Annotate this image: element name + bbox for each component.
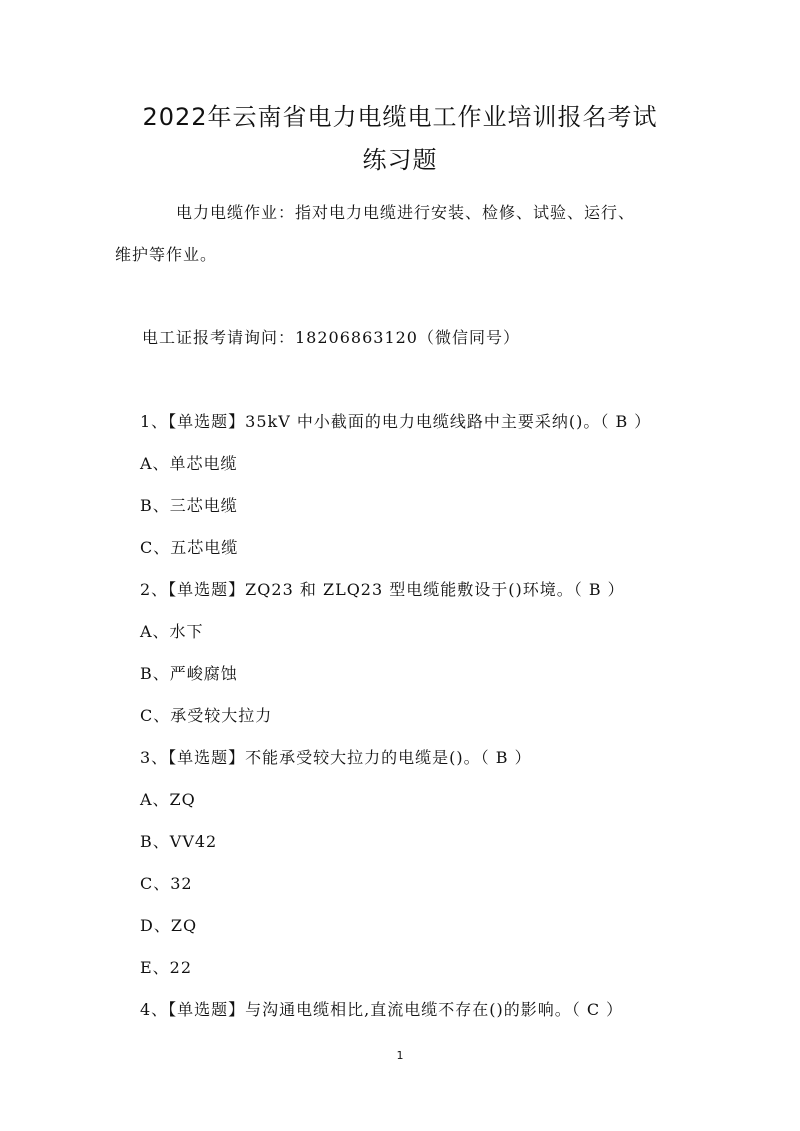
answer-option: C、承受较大拉力	[140, 706, 273, 725]
page-number: 1	[396, 1049, 404, 1062]
question-stem: 4、【单选题】与沟通电缆相比,直流电缆不存在()的影响。（ C ）	[140, 1000, 624, 1019]
document-title-line-2: 练习题	[362, 146, 438, 174]
question-stem: 3、【单选题】不能承受较大拉力的电缆是()。（ B ）	[140, 748, 532, 767]
question-stem: 1、【单选题】35kV 中小截面的电力电缆线路中主要采纳()。（ B ）	[140, 412, 652, 431]
contact-info: 电工证报考请询问：18206863120（微信同号）	[142, 328, 520, 347]
answer-option: C、五芯电缆	[140, 538, 239, 557]
answer-option: D、ZQ	[140, 916, 198, 935]
document-title-line-1: 2022年云南省电力电缆电工作业培训报名考试	[142, 103, 658, 131]
answer-option: A、ZQ	[140, 790, 196, 809]
answer-option: A、单芯电缆	[140, 454, 238, 473]
answer-option: C、32	[140, 874, 193, 893]
answer-option: B、三芯电缆	[140, 496, 238, 515]
answer-option: A、水下	[140, 622, 204, 641]
intro-paragraph-line-2: 维护等作业。	[115, 245, 218, 264]
intro-paragraph-line-1: 电力电缆作业：指对电力电缆进行安装、检修、试验、运行、	[176, 203, 636, 222]
question-stem: 2、【单选题】ZQ23 和 ZLQ23 型电缆能敷设于()环境。（ B ）	[140, 580, 625, 599]
answer-option: B、严峻腐蚀	[140, 664, 238, 683]
answer-option: B、VV42	[140, 832, 218, 851]
answer-option: E、22	[140, 958, 193, 977]
